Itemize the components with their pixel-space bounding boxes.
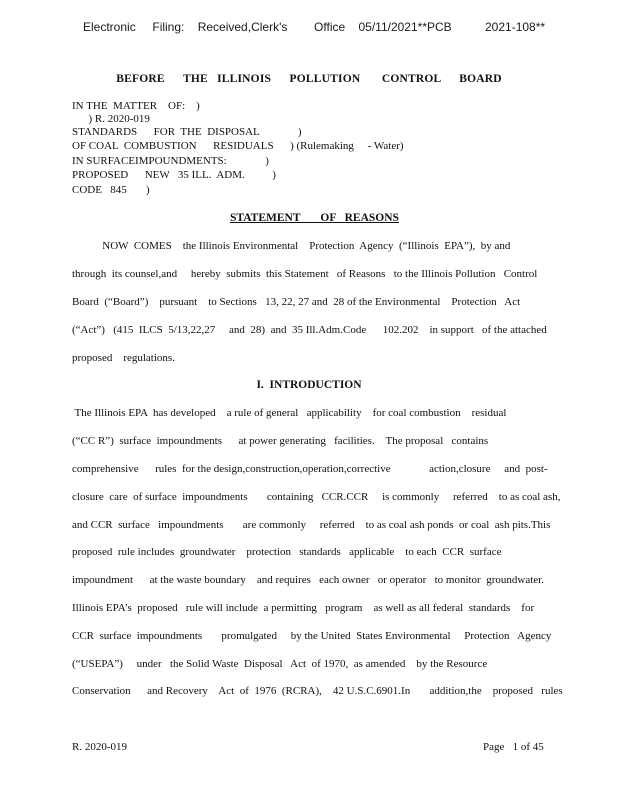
paragraph-line: Conservation and Recovery Act of 1976 (RCRA), 42 U.S.C.6901.In addition,the proposed rules <box>72 685 563 697</box>
paragraph-line: NOW COMES the Illinois Environmental Protection Agency (“Illinois EPA”), by and <box>72 240 511 252</box>
filing-stamp: Electronic Filing: Received,Clerk's Office 05/11/2021**PCB 2021-108** <box>83 20 546 34</box>
paragraph-line: proposed rule includes groundwater protection standards applicable to each CCR surface <box>72 546 502 558</box>
paragraph-line: (“CC R”) surface impoundments at power generating facilities. The proposal contains <box>72 435 489 447</box>
caption-line: IN THE MATTER OF: ) <box>72 100 200 112</box>
paragraph-line: The Illinois EPA has developed a rule of general applicability for coal combustion residual <box>72 407 507 419</box>
paragraph-line: closure care of surface impoundments containing CCR.CCR is commonly referred to as coal ash, <box>72 491 561 503</box>
paragraph-line: (“USEPA”) under the Solid Waste Disposal Act of 1970, as amended by the Resource <box>72 658 488 670</box>
caption-line: ) R. 2020-019 <box>72 113 150 125</box>
paragraph-line: impoundment at the waste boundary and requires each owner or operator to monitor groundwater. <box>72 574 544 586</box>
paragraph-line: Board (“Board”) pursuant to Sections 13, 22, 27 and 28 of the Environmental Protection Act <box>72 296 521 308</box>
paragraph-line: (“Act”) (415 ILCS 5/13,22,27 and 28) and 35 Ill.Adm.Code 102.202 in support of the attached <box>72 324 547 336</box>
board-title: BEFORE THE ILLINOIS POLLUTION CONTROL BOARD <box>116 73 502 85</box>
footer-docket: R. 2020-019 <box>72 741 127 753</box>
caption-line: OF COAL COMBUSTION RESIDUALS ) (Rulemaking - Water) <box>72 140 404 152</box>
footer-page-number: Page 1 of 45 <box>483 741 544 753</box>
section-heading: I. INTRODUCTION <box>256 379 362 391</box>
paragraph-line: comprehensive rules for the design,construction,operation,corrective action,closure and post- <box>72 463 548 475</box>
statement-title: STATEMENT OF REASONS <box>230 212 399 224</box>
paragraph-line: and CCR surface impoundments are commonly referred to as coal ash ponds or coal ash pits.This <box>72 519 551 531</box>
caption-line: CODE 845 ) <box>72 184 150 196</box>
caption-line: STANDARDS FOR THE DISPOSAL ) <box>72 126 302 138</box>
paragraph-line: CCR surface impoundments promulgated by the United States Environmental Protection Agency <box>72 630 552 642</box>
paragraph-line: proposed regulations. <box>72 352 175 364</box>
caption-line: IN SURFACEIMPOUNDMENTS: ) <box>72 155 269 167</box>
paragraph-line: through its counsel,and hereby submits this Statement of Reasons to the Illinois Pollution Control <box>72 268 538 280</box>
paragraph-line: Illinois EPA’s proposed rule will include a permitting program as well as all federal standards for <box>72 602 535 614</box>
caption-line: PROPOSED NEW 35 ILL. ADM. ) <box>72 169 276 181</box>
